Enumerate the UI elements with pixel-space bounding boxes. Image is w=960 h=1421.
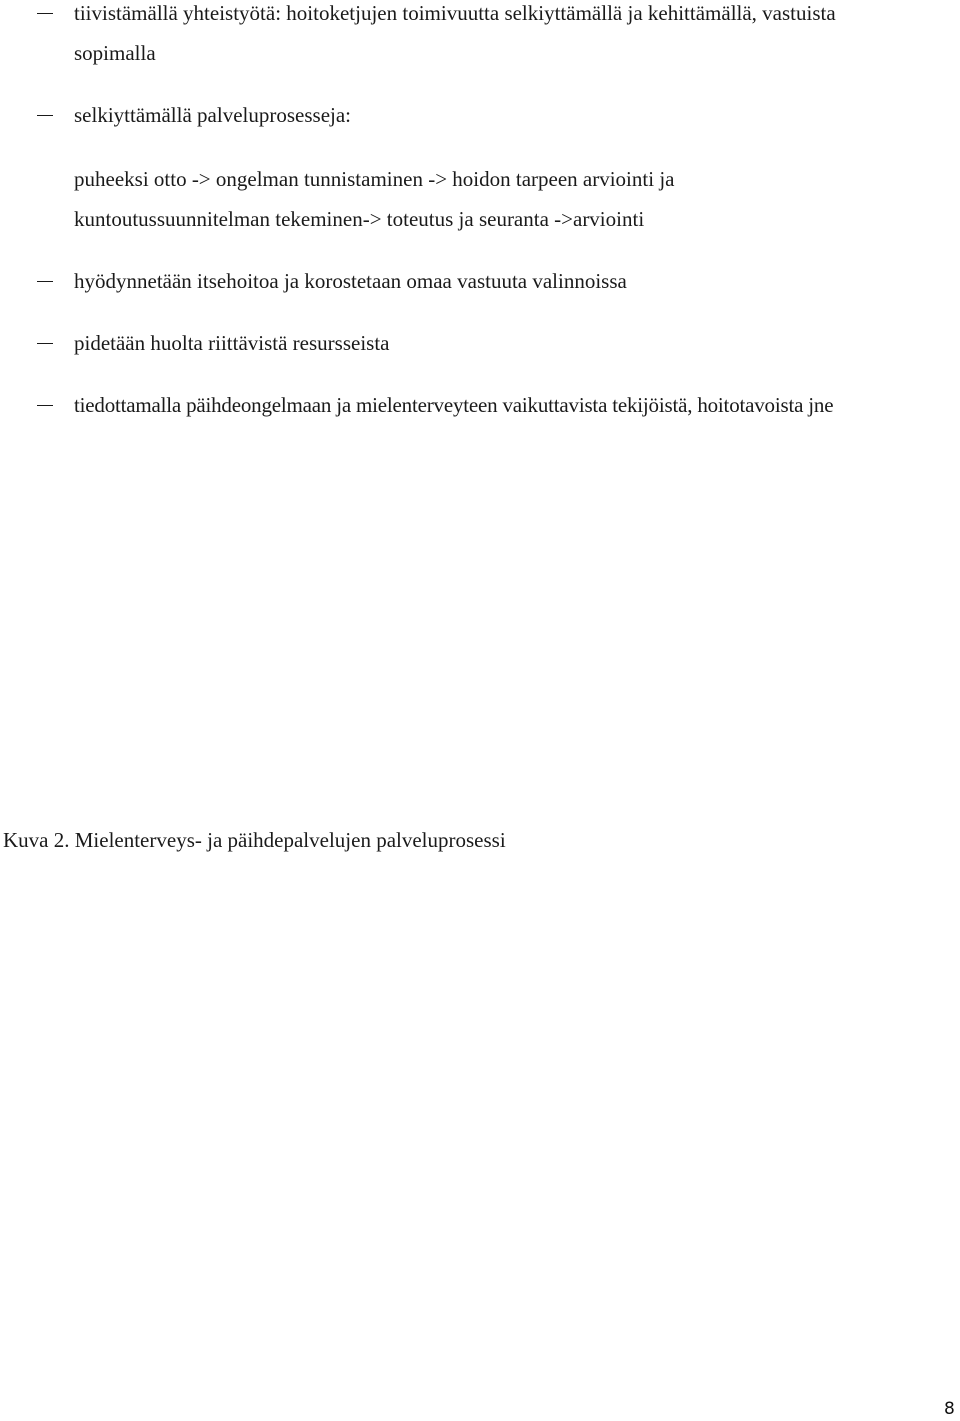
- bullet-text: pidetään huolta riittävistä resursseista: [74, 331, 390, 355]
- bullet-dash: [37, 13, 53, 14]
- bullet-dash: [37, 343, 53, 344]
- bullet-text: tiivistämällä yhteistyötä: hoitoketjujen toimivuutta selkiyttämällä ja kehittämällä, vastuista: [74, 1, 836, 25]
- bullet-text: hyödynnetään itsehoitoa ja korostetaan omaa vastuuta valinnoissa: [74, 269, 627, 293]
- bullet-text: tiedottamalla päihdeongelmaan ja mielenterveyteen vaikuttavista tekijöistä, hoitotavoista jne: [74, 393, 834, 417]
- bullet-text: kuntoutussuunnitelman tekeminen-> toteutus ja seuranta ->arviointi: [74, 207, 645, 231]
- bullet-dash: [37, 281, 53, 282]
- page-number: 8: [944, 1399, 955, 1419]
- figure-caption: Kuva 2. Mielenterveys- ja päihdepalvelujen palveluprosessi: [3, 828, 506, 852]
- bullet-dash: [37, 115, 53, 116]
- bullet-text: sopimalla: [74, 41, 156, 65]
- bullet-dash: [37, 405, 53, 406]
- bullet-text: puheeksi otto -> ongelman tunnistaminen -> hoidon tarpeen arviointi ja: [74, 167, 675, 191]
- bullet-text: selkiyttämällä palveluprosesseja:: [74, 103, 351, 127]
